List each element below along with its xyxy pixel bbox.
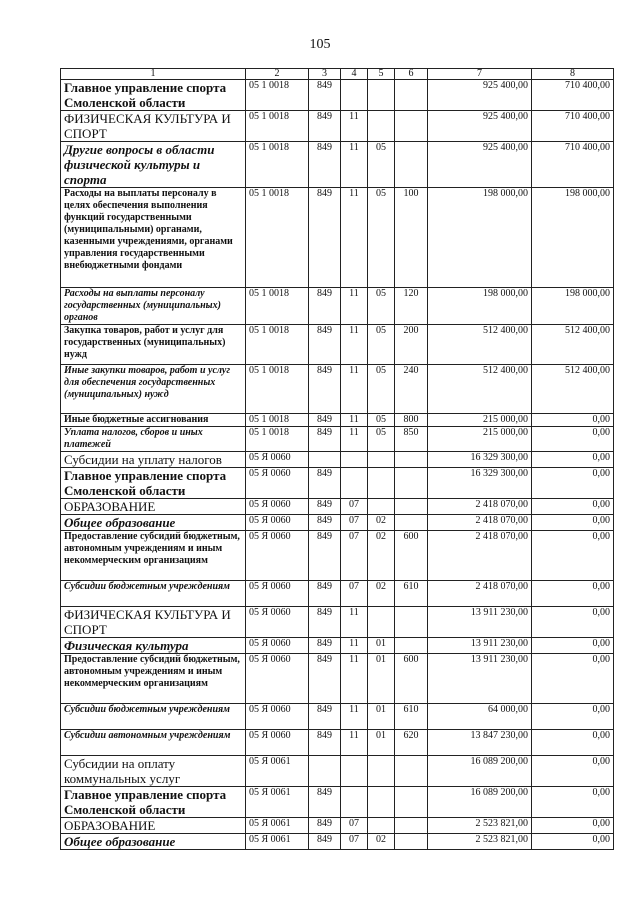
row-section-code: 11 [341,654,368,704]
table-row [61,414,614,427]
row-expense-type [395,468,428,499]
row-amount-2: 0,00 [532,452,614,468]
row-name: Физическая культура [61,638,246,654]
row-subsection-code [368,80,395,111]
row-subsection-code: 05 [368,427,395,452]
row-name: Главное управление спорта Смоленской области [61,468,246,499]
row-subsection-code: 02 [368,531,395,581]
table-row [61,499,614,515]
row-expense-type [395,499,428,515]
row-expense-type [395,818,428,834]
row-section-code: 11 [341,111,368,142]
header-cell: 1 [61,69,246,80]
budget-table [60,68,614,850]
row-subsection-code [368,452,395,468]
table-row [61,111,614,142]
table-row [61,638,614,654]
row-expense-type [395,787,428,818]
row-admin-code: 849 [309,427,341,452]
row-expense-type: 120 [395,288,428,325]
row-admin-code: 849 [309,111,341,142]
row-subsection-code: 05 [368,288,395,325]
row-amount-2: 0,00 [532,581,614,607]
row-section-code: 07 [341,531,368,581]
row-amount-1: 215 000,00 [428,414,532,427]
table-header [61,69,614,80]
row-subsection-code [368,818,395,834]
row-expense-type [395,756,428,787]
row-section-code: 11 [341,365,368,414]
row-admin-code: 849 [309,468,341,499]
table-row [61,834,614,850]
row-amount-2: 710 400,00 [532,142,614,188]
row-expense-type [395,638,428,654]
row-expense-type: 610 [395,581,428,607]
table-row [61,607,614,638]
header-cell: 6 [395,69,428,80]
table-row [61,704,614,730]
row-target-code: 05 Я 0060 [246,607,309,638]
row-expense-type: 200 [395,325,428,365]
row-amount-2: 0,00 [532,638,614,654]
row-amount-1: 215 000,00 [428,427,532,452]
table-row [61,654,614,704]
row-admin-code: 849 [309,730,341,756]
row-amount-2: 0,00 [532,531,614,581]
row-target-code: 05 Я 0060 [246,581,309,607]
row-amount-2: 198 000,00 [532,288,614,325]
row-name: Расходы на выплаты персоналу государственных (муниципальных) органов [61,288,246,325]
header-cell: 5 [368,69,395,80]
row-admin-code: 849 [309,654,341,704]
table-row [61,188,614,288]
row-name: ОБРАЗОВАНИЕ [61,499,246,515]
row-amount-1: 198 000,00 [428,188,532,288]
row-amount-1: 16 329 300,00 [428,452,532,468]
table-row [61,468,614,499]
row-expense-type [395,607,428,638]
row-amount-1: 16 089 200,00 [428,787,532,818]
row-target-code: 05 1 0018 [246,325,309,365]
row-subsection-code: 01 [368,730,395,756]
row-amount-2: 0,00 [532,414,614,427]
row-amount-1: 13 847 230,00 [428,730,532,756]
row-name: Общее образование [61,834,246,850]
row-target-code: 05 1 0018 [246,188,309,288]
row-target-code: 05 Я 0060 [246,499,309,515]
row-expense-type [395,515,428,531]
row-amount-1: 198 000,00 [428,288,532,325]
row-admin-code [309,452,341,468]
row-amount-1: 2 418 070,00 [428,581,532,607]
header-cell: 2 [246,69,309,80]
row-admin-code: 849 [309,607,341,638]
row-amount-2: 512 400,00 [532,365,614,414]
row-name: Расходы на выплаты персоналу в целях обеспечения выполнения функций государственными (муниципальными) органами, казенными учреждениями, органами управления государственными внебюджетными фондами [61,188,246,288]
row-amount-2: 0,00 [532,730,614,756]
row-subsection-code: 05 [368,142,395,188]
row-amount-1: 512 400,00 [428,365,532,414]
row-amount-1: 2 523 821,00 [428,834,532,850]
row-name: Уплата налогов, сборов и иных платежей [61,427,246,452]
row-target-code: 05 Я 0060 [246,531,309,581]
table-row [61,427,614,452]
row-name: Субсидии на оплату коммунальных услуг [61,756,246,787]
row-amount-2: 0,00 [532,515,614,531]
row-target-code: 05 1 0018 [246,288,309,325]
header-cell: 4 [341,69,368,80]
table-row [61,730,614,756]
row-name: Иные закупки товаров, работ и услуг для обеспечения государственных (муниципальных) нужд [61,365,246,414]
row-section-code: 07 [341,581,368,607]
row-subsection-code: 05 [368,414,395,427]
row-admin-code: 849 [309,188,341,288]
row-name: Субсидии бюджетным учреждениям [61,581,246,607]
row-target-code: 05 Я 0060 [246,638,309,654]
row-admin-code [309,756,341,787]
row-target-code: 05 Я 0061 [246,756,309,787]
row-admin-code: 849 [309,325,341,365]
row-amount-2: 0,00 [532,834,614,850]
row-target-code: 05 Я 0060 [246,704,309,730]
row-section-code: 11 [341,142,368,188]
row-target-code: 05 Я 0061 [246,834,309,850]
row-admin-code: 849 [309,80,341,111]
row-admin-code: 849 [309,834,341,850]
row-target-code: 05 1 0018 [246,111,309,142]
row-name: Предоставление субсидий бюджетным, автономным учреждениям и иным некоммерческим организациям [61,531,246,581]
row-name: Главное управление спорта Смоленской области [61,787,246,818]
row-admin-code: 849 [309,818,341,834]
row-name: Предоставление субсидий бюджетным, автономным учреждениям и иным некоммерческим организациям [61,654,246,704]
row-target-code: 05 1 0018 [246,427,309,452]
table-row [61,452,614,468]
row-amount-1: 2 418 070,00 [428,515,532,531]
row-amount-2: 0,00 [532,654,614,704]
row-target-code: 05 Я 0060 [246,654,309,704]
row-section-code: 11 [341,188,368,288]
row-target-code: 05 Я 0061 [246,818,309,834]
row-admin-code: 849 [309,704,341,730]
row-admin-code: 849 [309,142,341,188]
row-amount-2: 0,00 [532,468,614,499]
row-name: Субсидии автономным учреждениям [61,730,246,756]
row-subsection-code: 02 [368,515,395,531]
row-amount-2: 710 400,00 [532,111,614,142]
row-admin-code: 849 [309,638,341,654]
row-amount-1: 64 000,00 [428,704,532,730]
row-subsection-code: 05 [368,365,395,414]
row-subsection-code: 05 [368,188,395,288]
row-name: ФИЗИЧЕСКАЯ КУЛЬТУРА И СПОРТ [61,607,246,638]
row-amount-2: 512 400,00 [532,325,614,365]
table-row [61,581,614,607]
row-subsection-code: 05 [368,325,395,365]
row-section-code: 11 [341,730,368,756]
row-amount-1: 2 418 070,00 [428,499,532,515]
row-amount-1: 13 911 230,00 [428,654,532,704]
row-subsection-code [368,111,395,142]
row-section-code: 07 [341,818,368,834]
row-name: Главное управление спорта Смоленской области [61,80,246,111]
table-row [61,142,614,188]
row-name: Субсидии на уплату налогов [61,452,246,468]
row-admin-code: 849 [309,515,341,531]
row-name: ОБРАЗОВАНИЕ [61,818,246,834]
row-subsection-code: 02 [368,834,395,850]
row-subsection-code [368,499,395,515]
row-subsection-code [368,468,395,499]
row-expense-type: 850 [395,427,428,452]
row-section-code: 11 [341,325,368,365]
table-row [61,325,614,365]
row-subsection-code: 01 [368,654,395,704]
row-admin-code: 849 [309,414,341,427]
row-expense-type [395,834,428,850]
row-section-code [341,468,368,499]
row-amount-1: 925 400,00 [428,80,532,111]
row-subsection-code [368,787,395,818]
row-target-code: 05 1 0018 [246,365,309,414]
row-name: ФИЗИЧЕСКАЯ КУЛЬТУРА И СПОРТ [61,111,246,142]
row-amount-1: 16 329 300,00 [428,468,532,499]
table-row [61,787,614,818]
row-section-code: 11 [341,414,368,427]
row-section-code [341,756,368,787]
row-name: Другие вопросы в области физической культуры и спорта [61,142,246,188]
table-row [61,756,614,787]
row-amount-1: 13 911 230,00 [428,638,532,654]
row-amount-1: 512 400,00 [428,325,532,365]
row-name: Субсидии бюджетным учреждениям [61,704,246,730]
row-amount-1: 13 911 230,00 [428,607,532,638]
row-subsection-code: 01 [368,638,395,654]
row-section-code: 07 [341,499,368,515]
header-cell: 7 [428,69,532,80]
table-row [61,818,614,834]
table-row [61,288,614,325]
row-name: Закупка товаров, работ и услуг для государственных (муниципальных) нужд [61,325,246,365]
row-admin-code: 849 [309,531,341,581]
table-row [61,365,614,414]
table-row [61,515,614,531]
row-expense-type: 600 [395,531,428,581]
row-admin-code: 849 [309,288,341,325]
row-target-code: 05 Я 0060 [246,452,309,468]
row-admin-code: 849 [309,499,341,515]
row-admin-code: 849 [309,365,341,414]
row-target-code: 05 Я 0060 [246,515,309,531]
row-amount-2: 0,00 [532,499,614,515]
row-target-code: 05 1 0018 [246,80,309,111]
row-subsection-code [368,607,395,638]
header-cell: 8 [532,69,614,80]
table-row [61,531,614,581]
row-section-code: 11 [341,288,368,325]
row-expense-type [395,80,428,111]
row-target-code: 05 1 0018 [246,142,309,188]
row-section-code: 07 [341,834,368,850]
row-subsection-code [368,756,395,787]
row-amount-2: 0,00 [532,818,614,834]
row-amount-1: 925 400,00 [428,111,532,142]
table-row [61,80,614,111]
row-expense-type [395,452,428,468]
row-expense-type [395,111,428,142]
page-number: 105 [309,37,331,52]
row-target-code: 05 Я 0060 [246,468,309,499]
row-target-code: 05 Я 0060 [246,730,309,756]
row-amount-2: 0,00 [532,427,614,452]
row-section-code: 07 [341,515,368,531]
row-amount-1: 925 400,00 [428,142,532,188]
row-target-code: 05 Я 0061 [246,787,309,818]
row-target-code: 05 1 0018 [246,414,309,427]
row-admin-code: 849 [309,787,341,818]
row-name: Общее образование [61,515,246,531]
row-expense-type: 600 [395,654,428,704]
row-amount-2: 198 000,00 [532,188,614,288]
row-expense-type: 240 [395,365,428,414]
row-amount-1: 16 089 200,00 [428,756,532,787]
row-admin-code: 849 [309,581,341,607]
row-expense-type: 620 [395,730,428,756]
header-cell: 3 [309,69,341,80]
row-expense-type: 800 [395,414,428,427]
row-amount-2: 0,00 [532,756,614,787]
row-amount-1: 2 418 070,00 [428,531,532,581]
row-subsection-code: 01 [368,704,395,730]
row-amount-2: 710 400,00 [532,80,614,111]
row-expense-type: 100 [395,188,428,288]
row-expense-type [395,142,428,188]
header-row [61,69,614,80]
row-amount-2: 0,00 [532,607,614,638]
row-name: Иные бюджетные ассигнования [61,414,246,427]
row-section-code [341,80,368,111]
row-section-code: 11 [341,638,368,654]
row-section-code [341,452,368,468]
row-section-code: 11 [341,427,368,452]
row-section-code [341,787,368,818]
row-amount-2: 0,00 [532,787,614,818]
table-body [61,80,614,850]
row-amount-2: 0,00 [532,704,614,730]
row-section-code: 11 [341,607,368,638]
row-section-code: 11 [341,704,368,730]
row-expense-type: 610 [395,704,428,730]
row-subsection-code: 02 [368,581,395,607]
row-amount-1: 2 523 821,00 [428,818,532,834]
